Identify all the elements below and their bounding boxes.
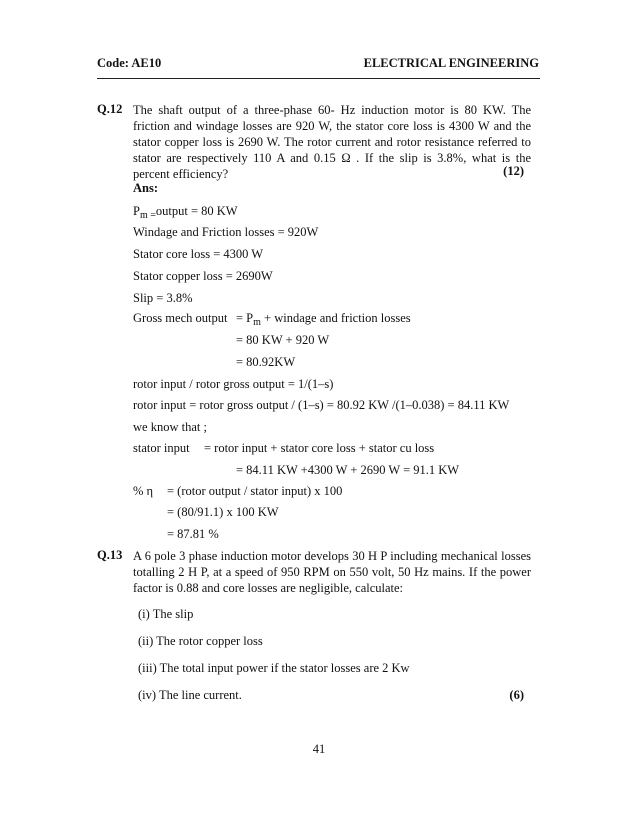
- q13-item-i: (i) The slip: [138, 607, 194, 621]
- q12-eff-eq2: = (80/91.1) x 100 KW: [167, 505, 279, 519]
- q13-item-iii: (iii) The total input power if the stator losses are 2 Kw: [138, 661, 410, 675]
- q12-we-know: we know that ;: [133, 420, 207, 434]
- gross-eq1-subscript: m: [253, 317, 261, 328]
- pm-rest: output = 80 KW: [155, 204, 238, 218]
- q13-marks: (6): [509, 688, 524, 702]
- q12-core-loss: Stator core loss = 4300 W: [133, 247, 264, 261]
- page-number: 41: [312, 742, 326, 756]
- q12-pm-line: [133, 204, 238, 220]
- q12-stator-label: stator input: [133, 441, 190, 455]
- gross-eq1-a: = P: [236, 311, 254, 325]
- q12-eff-eq3: = 87.81 %: [167, 527, 219, 541]
- q12-gross-eq3: = 80.92KW: [236, 355, 296, 369]
- q13-label: Q.13: [97, 548, 123, 562]
- q12-rotor-input: rotor input = rotor gross output / (1–s) = 80.92 KW /(1–0.038) = 84.11 KW: [133, 398, 510, 412]
- header-code: Code: AE10: [97, 56, 162, 70]
- q12-copper-loss: Stator copper loss = 2690W: [133, 269, 273, 283]
- q12-gross-eq2: = 80 KW + 920 W: [236, 333, 330, 347]
- q12-stator-eq2: = 84.11 KW +4300 W + 2690 W = 91.1 KW: [236, 463, 460, 477]
- gross-eq1-b: + windage and friction losses: [260, 311, 411, 325]
- q13-text: A 6 pole 3 phase induction motor develops 30 H P including mechanical losses totalling 2 H P, at a speed of 950 RPM on 550 volt, 50 Hz mains. If the power factor is 0.88 and core losses are negligible, calculate:: [133, 549, 531, 595]
- q12-gross-label: Gross mech output: [133, 311, 228, 325]
- q12-stator-eq1: = rotor input + stator core loss + stator cu loss: [204, 441, 435, 455]
- q13-item-ii: (ii) The rotor copper loss: [138, 634, 263, 648]
- q12-text: The shaft output of a three-phase 60- Hz induction motor is 80 KW. The friction and windage losses are 920 W, the stator core loss is 4300 W and the stator copper loss is 2690 W. The rotor current and rotor resistance referred to stator are respectively 110 A and 0.15 Ω . If the slip is 3.8%, what is the percent efficiency?: [133, 103, 531, 181]
- q12-slip: Slip = 3.8%: [133, 291, 193, 305]
- q12-gross-eq1: [236, 311, 411, 327]
- q12-label: Q.12: [97, 102, 123, 116]
- header-rule: [97, 78, 540, 79]
- q12-eff-eq1: = (rotor output / stator input) x 100: [167, 484, 343, 498]
- q12-eff-label: % η: [133, 484, 154, 498]
- pm-symbol: P: [133, 204, 140, 218]
- pm-subscript: m =: [139, 210, 156, 221]
- q12-marks: (12): [503, 164, 524, 178]
- header-subject: ELECTRICAL ENGINEERING: [363, 56, 539, 70]
- q12-rotor-ratio: rotor input / rotor gross output = 1/(1–s): [133, 377, 334, 391]
- q12-answer-label: Ans:: [133, 181, 159, 195]
- q13-item-iv: (iv) The line current.: [138, 688, 242, 702]
- q12-windage: Windage and Friction losses = 920W: [133, 225, 319, 239]
